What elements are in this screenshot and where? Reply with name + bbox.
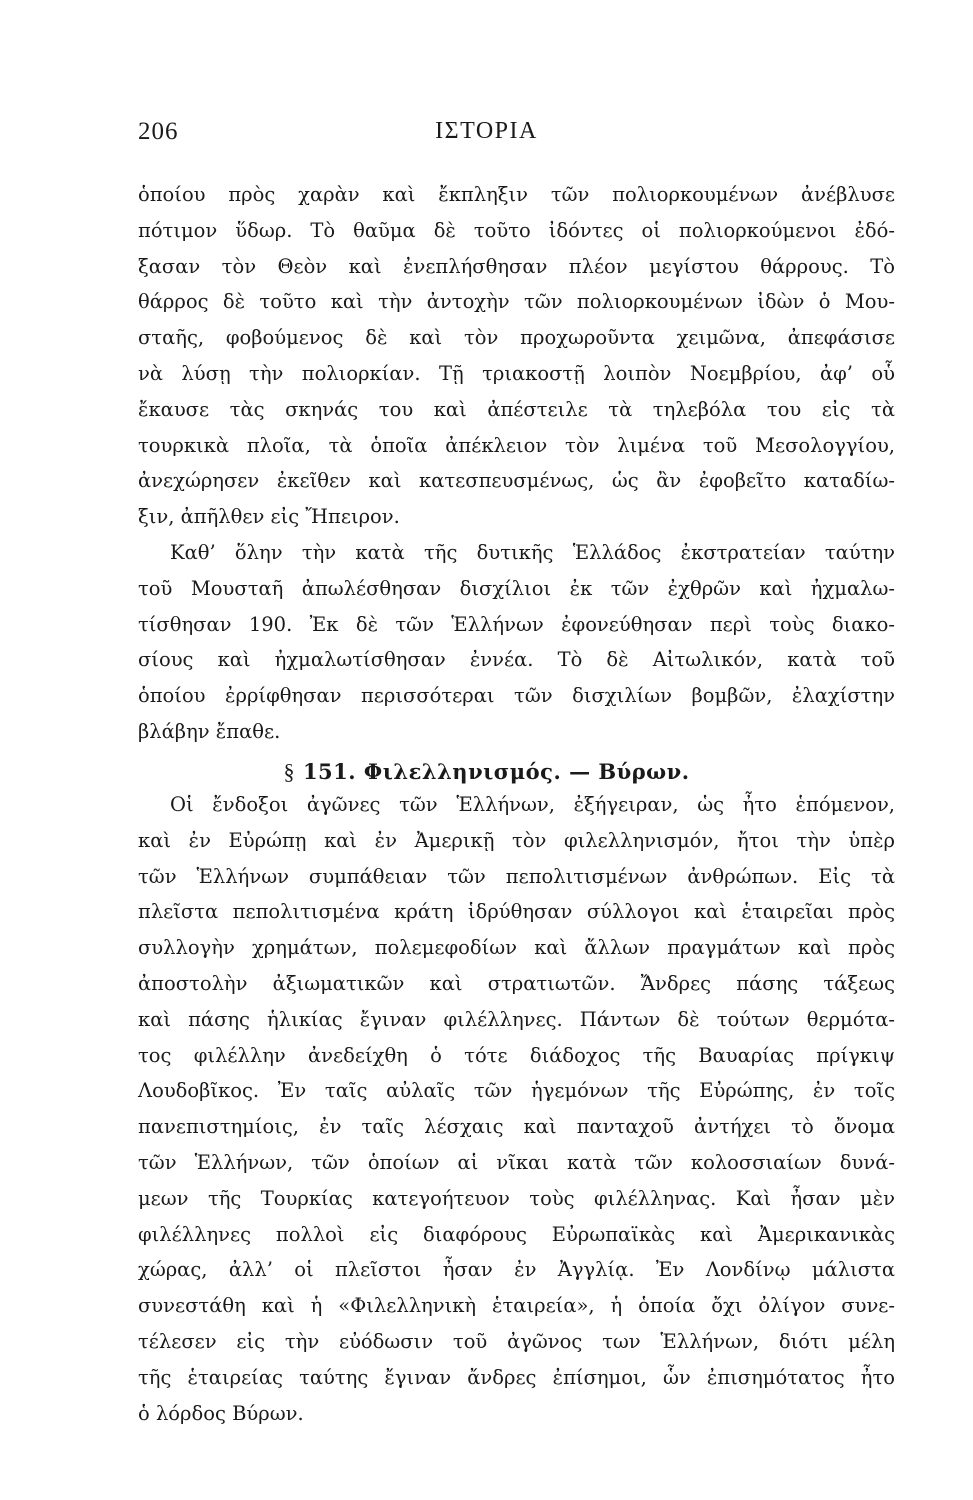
text-line: ξασαν τὸν Θεὸν καὶ ἐνεπλήσθησαν πλέον μεγίστου θάρρους. Τὸ [138,254,895,278]
text-line: ξιν, ἀπῆλθεν εἰς Ἤπειρον. [138,505,400,529]
page-number: 206 [138,118,179,145]
text-line: τουρκικὰ πλοῖα, τὰ ὁποῖα ἀπέκλειον τὸν λιμένα τοῦ Μεσολογγίου, [138,433,895,457]
text-line: τῶν Ἑλλήνων, τῶν ὁποίων αἱ νῖκαι κατὰ τῶν κολοσσιαίων δυνά- [138,1150,895,1174]
text-line: θάρρος δὲ τοῦτο καὶ τὴν ἀντοχὴν τῶν πολιορκουμένων ἰδὼν ὁ Μου- [138,290,895,314]
text-line: συλλογὴν χρημάτων, πολεμεφοδίων καὶ ἄλλων πραγμάτων καὶ πρὸς [138,936,895,960]
text-line: φιλέλληνες πολλοὶ εἰς διαφόρους Εὐρωπαϊκὰς καὶ Ἀμερικανικὰς [138,1222,895,1246]
text-line: ὁποίου πρὸς χαρὰν καὶ ἔκπληξιν τῶν πολιορκουμένων ἀνέβλυσε [138,183,895,206]
text-line: νὰ λύσῃ τὴν πολιορκίαν. Τῇ τριακοστῇ λοιπὸν Νοεμβρίου, ἀφ’ οὗ [138,361,895,385]
running-header: ΙΣΤΟΡΙΑ [435,118,538,144]
text-line: πότιμον ὕδωρ. Τὸ θαῦμα δὲ τοῦτο ἰδόντες οἱ πολιορκούμενοι ἐδό- [138,218,895,242]
text-line: ὁ λόρδος Βύρων. [138,1401,304,1425]
text-line: ὁποίου ἐρρίφθησαν περισσότεραι τῶν δισχιλίων βομβῶν, ἐλαχίστην [138,684,895,708]
text-line: χώρας, ἀλλ’ οἱ πλεῖστοι ἦσαν ἐν Ἀγγλίᾳ. Ἐν Λονδίνῳ μάλιστα [138,1258,895,1282]
text-line: τῆς ἑταιρείας ταύτης ἔγιναν ἄνδρες ἐπίσημοι, ὧν ἐπισημότατος ἦτο [138,1365,895,1389]
text-line: πλεῖστα πεπολιτισμένα κράτη ἱδρύθησαν σύλλογοι καὶ ἑταιρεῖαι πρὸς [138,900,895,924]
text-line: μεων τῆς Τουρκίας κατεγοήτευον τοὺς φιλέλληνας. Καὶ ἦσαν μὲν [138,1186,895,1210]
text-line: συνεστάθη καὶ ἡ «Φιλελληνικὴ ἑταιρεία», ἡ ὁποία ὄχι ὀλίγον συνε- [138,1294,895,1318]
section-symbol: § [283,759,295,784]
text-line: Καθ’ ὅλην τὴν κατὰ τῆς δυτικῆς Ἑλλάδος ἐκστρατείαν ταύτην [170,540,895,564]
text-line: τοῦ Μουσταῆ ἀπωλέσθησαν δισχίλιοι ἐκ τῶν ἐχθρῶν καὶ ἠχμαλω- [138,576,895,600]
text-line: ἀνεχώρησεν ἐκεῖθεν καὶ κατεσπευσμένως, ὡς ἂν ἐφοβεῖτο καταδίω- [138,469,895,493]
text-line: ἔκαυσε τὰς σκηνάς του καὶ ἀπέστειλε τὰ τηλεβόλα του εἰς τὰ [138,397,895,421]
text-line: τίσθησαν 190. Ἐκ δὲ τῶν Ἑλλήνων ἐφονεύθησαν περὶ τοὺς διακο- [138,612,895,636]
text-block-after [138,787,895,1431]
section-heading [0,754,973,790]
text-line: τέλεσεν εἰς τὴν εὐόδωσιν τοῦ ἀγῶνος των Ἑλλήνων, διότι μέλη [138,1329,895,1353]
text-line: βλάβην ἔπαθε. [138,719,281,743]
text-line: καὶ ἐν Εὐρώπῃ καὶ ἐν Ἀμερικῇ τὸν φιλελληνισμόν, ἤτοι τὴν ὑπὲρ [138,828,895,852]
text-line: ἀποστολὴν ἀξιωματικῶν καὶ στρατιωτῶν. Ἄνδρες πάσης τάξεως [138,971,895,995]
text-line: καὶ πάσης ἡλικίας ἔγιναν φιλέλληνες. Πάντων δὲ τούτων θερμότα- [138,1007,895,1031]
text-line: τος φιλέλλην ἀνεδείχθη ὁ τότε διάδοχος τῆς Βαυαρίας πρίγκιψ [138,1043,895,1067]
text-block-before [138,177,895,750]
text-line: Οἱ ἔνδοξοι ἀγῶνες τῶν Ἑλλήνων, ἐξήγειραν, ὡς ἦτο ἑπόμενον, [170,793,895,816]
section-title: Φιλελληνισμός. — Βύρων. [363,759,690,784]
text-line: σίους καὶ ἠχμαλωτίσθησαν ἐννέα. Τὸ δὲ Αἰτωλικόν, κατὰ τοῦ [138,648,895,672]
text-line: πανεπιστημίοις, ἐν ταῖς λέσχαις καὶ πανταχοῦ ἀντήχει τὸ ὄνομα [138,1115,895,1139]
section-number: 151. [302,759,357,784]
text-line: Λουδοβῖκος. Ἐν ταῖς αὐλαῖς τῶν ἡγεμόνων τῆς Εὐρώπης, ἐν τοῖς [138,1079,895,1103]
text-line: σταῆς, φοβούμενος δὲ καὶ τὸν προχωροῦντα χειμῶνα, ἀπεφάσισε [138,326,895,350]
text-line: τῶν Ἑλλήνων συμπάθειαν τῶν πεπολιτισμένων ἀνθρώπων. Εἰς τὰ [138,864,895,888]
